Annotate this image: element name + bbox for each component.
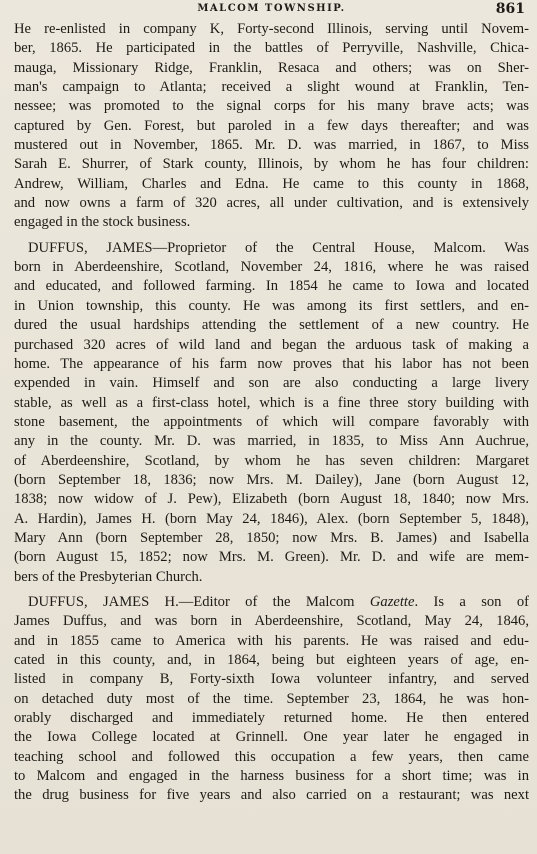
- text-run: . Is a son of: [414, 593, 529, 610]
- text-line: DUFFUS, JAMES—Proprietor of the Central House, Malcom. Was: [28, 239, 529, 256]
- text-line: purchased 320 acres of wild land and began the arduous task of making a: [14, 336, 529, 353]
- text-line: man's campaign to Atlanta; received a slight wound at Franklin, Ten-: [14, 79, 529, 96]
- text-line: in Union township, this county. He was among its first settlers, and en-: [14, 297, 529, 314]
- paragraph-continued: [14, 20, 529, 233]
- text-line: and now owns a farm of 320 acres, all under cultivation, and is extensively: [14, 195, 529, 212]
- text-line: ber, 1865. He participated in the battles of Perryville, Nashville, Chica-: [14, 40, 529, 57]
- text-run: DUFFUS, JAMES H.—Editor of the Malcom: [28, 593, 370, 610]
- text-line: listed in company B, Forty-sixth Iowa volunteer infantry, and served: [14, 671, 529, 688]
- entry-duffus-james-h: [14, 593, 529, 806]
- text-line: James Duffus, and was born in Aberdeenshire, Scotland, May 24, 1846,: [14, 613, 529, 630]
- text-line: teaching school and followed this occupation a few years, then came: [14, 748, 529, 765]
- text-line: any in the county. Mr. D. was married, in 1835, to Miss Ann Auchrue,: [14, 433, 529, 450]
- newspaper-title: Gazette: [369, 593, 415, 610]
- text-line: and in 1855 came to America with his parents. He was raised and edu-: [14, 632, 529, 649]
- body-text: [14, 20, 529, 806]
- text-line: engaged in the stock business.: [14, 214, 191, 231]
- text-line: mauga, Missionary Ridge, Franklin, Resaca and others; was on Sher-: [14, 59, 529, 76]
- text-line: Sarah E. Shurrer, of Stark county, Illinois, by whom he has four children:: [14, 156, 529, 173]
- text-line: dured the usual hardships attending the settlement of a new country. He: [14, 317, 529, 334]
- text-line: Mary Ann (born September 28, 1850; now Mrs. B. James) and Isabella: [14, 529, 529, 546]
- text-line: the drug business for five years and also carried on a restaurant; was next: [14, 787, 529, 804]
- text-line: 1838; now widow of J. Pew), Elizabeth (born August 18, 1840; now Mrs.: [14, 491, 529, 508]
- text-line: He re-enlisted in company K, Forty-second Illinois, serving until Novem-: [14, 21, 529, 37]
- text-line: to Malcom and engaged in the harness business for a short time; was in: [14, 768, 529, 785]
- text-line: expended in vain. Himself and son are also conducting a large livery: [14, 375, 529, 392]
- text-line: captured by Gen. Forest, but paroled in a few days thereafter; and was: [14, 117, 529, 134]
- text-line: on detached duty most of the time. September 23, 1864, he was hon-: [14, 690, 529, 707]
- entry-duffus-james: [14, 239, 529, 587]
- text-line: and educated, and followed farming. In 1854 he came to Iowa and located: [14, 278, 529, 295]
- text-line: bers of the Presbyterian Church.: [14, 568, 203, 585]
- running-head: [14, 0, 529, 20]
- text-line: (born September 18, 1836; now Mrs. M. Dailey), Jane (born August 12,: [14, 471, 529, 488]
- text-line: cated in this county, and, in 1864, being but eighteen years of age, en-: [14, 652, 529, 668]
- text-line: stone basement, the appointments of which will compare favorably with: [14, 413, 529, 430]
- text-line: born in Aberdeenshire, Scotland, November 24, 1816, where he was raised: [14, 259, 529, 276]
- text-line: stable, as well as a first-class hotel, which is a fine three story building with: [14, 394, 529, 411]
- text-line: orably discharged and immediately returned home. He then entered: [14, 710, 529, 727]
- text-line: the Iowa College located at Grinnell. One year later he engaged in: [14, 729, 529, 746]
- text-line: (born August 15, 1852; now Mrs. M. Green). Mr. D. and wife are mem-: [14, 549, 529, 566]
- text-line: nessee; was promoted to the signal corps for his many brave acts; was: [14, 98, 529, 115]
- text-line: of Aberdeenshire, Scotland, by whom he has seven children: Margaret: [14, 452, 529, 469]
- text-line: [14, 593, 529, 612]
- page-number: 861: [495, 1, 525, 17]
- text-line: Andrew, William, Charles and Edna. He came to this county in 1868,: [14, 175, 529, 192]
- text-line: mustered out in November, 1865. Mr. D. was married, in 1867, to Miss: [14, 137, 529, 154]
- text-line: A. Hardin), James H. (born May 24, 1846), Alex. (born September 5, 1848),: [14, 510, 529, 527]
- running-head-title: MALCOM TOWNSHIP.: [197, 3, 346, 14]
- text-line: home. The appearance of his farm now proves that his labor has not been: [14, 355, 529, 372]
